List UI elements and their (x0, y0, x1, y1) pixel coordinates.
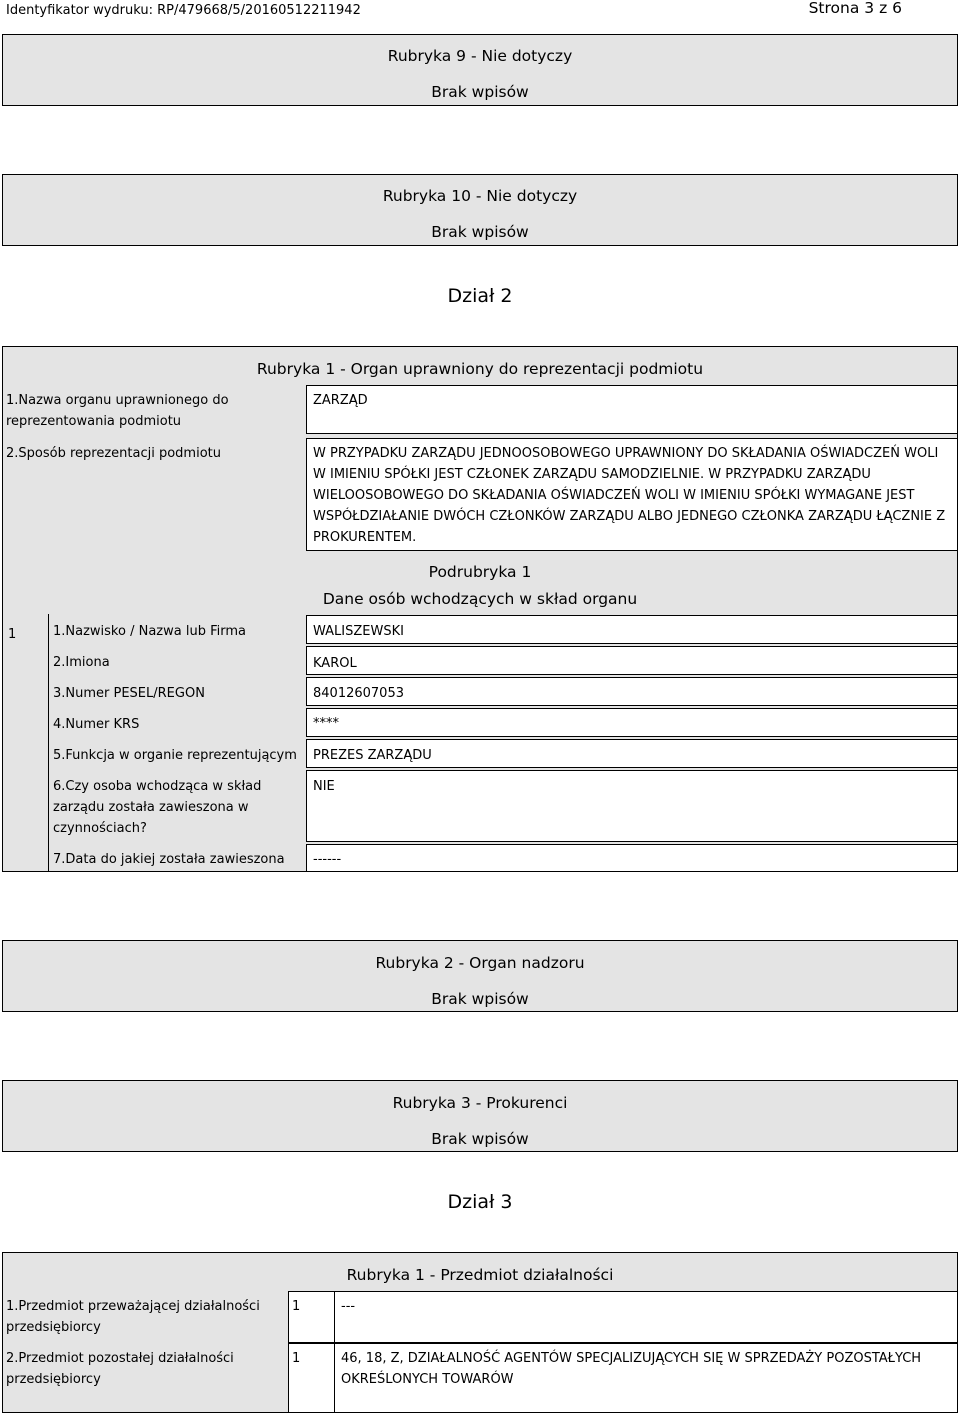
rubryka-10-empty: Brak wpisów (431, 223, 529, 241)
podrubryka-title: Podrubryka 1 (428, 563, 532, 581)
person-function-label: 5.Funkcja w organie reprezentującym (53, 748, 297, 763)
person-suspended-value: NIE (313, 779, 335, 794)
person-suspended-box (306, 770, 958, 842)
field-value-organ-name: ZARZĄD (313, 393, 368, 408)
rubryka-1-title: Rubryka 1 - Organ uprawniony do reprezentacji podmiotu (256, 360, 704, 378)
person-krs-label: 4.Numer KRS (53, 717, 140, 732)
person-names-box (306, 646, 958, 675)
main-activity-number: 1 (292, 1299, 301, 1314)
other-activity-label: 2.Przedmiot pozostałej działalności przedsiębiorcy (6, 1351, 234, 1387)
rubryka-2-title: Rubryka 2 - Organ nadzoru (375, 954, 585, 972)
rubryka-2-box (2, 940, 958, 1012)
main-activity-value: --- (341, 1299, 356, 1314)
rubryka-3-title: Rubryka 3 - Prokurenci (392, 1094, 568, 1112)
page-number: Strona 3 z 6 (808, 0, 902, 17)
rubryka-10-title: Rubryka 10 - Nie dotyczy (382, 187, 578, 205)
dzial-2-title: Dział 2 (447, 285, 513, 307)
person-suspended-label: 6.Czy osoba wchodząca w skład zarządu została zawieszona w czynnościach? (53, 779, 262, 836)
person-suspension-date-label: 7.Data do jakiej została zawieszona (53, 852, 285, 867)
rubryka-10-box (2, 174, 958, 246)
other-activity-number: 1 (292, 1351, 301, 1366)
entry-number: 1 (8, 627, 17, 642)
person-surname-label: 1.Nazwisko / Nazwa lub Firma (53, 624, 246, 639)
rubryka-9-box (2, 34, 958, 106)
person-function-value: PREZES ZARZĄDU (313, 748, 432, 763)
dzial-3-title: Dział 3 (447, 1191, 513, 1213)
person-surname-value: WALISZEWSKI (313, 624, 404, 639)
main-activity-label: 1.Przedmiot przeważającej działalności przedsiębiorcy (6, 1299, 260, 1335)
field-value-representation: W PRZYPADKU ZARZĄDU JEDNOOSOBOWEGO UPRAWNIONY DO SKŁADANIA OŚWIADCZEŃ WOLI W IMIENIU SPÓŁKI JEST CZŁONEK ZARZĄDU SAMODZIELNIE. W PRZYPADKU ZARZĄDU WIELOOSOBOWEGO DO SKŁADANIA OŚWIADCZEŃ WOLI W IMIENIU SPÓŁKI WYMAGANE JEST WSPÓŁDZIAŁANIE DWÓCH CZŁONKÓW ZARZĄDU ALBO JEDNEGO CZŁONKA ZARZĄDU ŁĄCZNIE Z PROKURENTEM. (313, 446, 946, 545)
entry-divider (48, 614, 49, 872)
person-pesel-value: 84012607053 (313, 686, 404, 701)
rubryka-3-empty: Brak wpisów (431, 1130, 529, 1148)
rubryka-9-title: Rubryka 9 - Nie dotyczy (387, 47, 573, 65)
person-suspension-date-value: ------ (313, 852, 342, 867)
print-identifier: Identyfikator wydruku: RP/479668/5/20160512211942 (6, 3, 361, 18)
main-activity-box (288, 1291, 958, 1343)
person-krs-box (306, 708, 958, 737)
field-label-representation: 2.Sposób reprezentacji podmiotu (6, 446, 221, 461)
person-krs-value: **** (313, 716, 339, 731)
field-label-organ-name: 1.Nazwa organu uprawnionego do reprezentowania podmiotu (6, 393, 229, 429)
person-pesel-label: 3.Numer PESEL/REGON (53, 686, 205, 701)
main-activity-divider (334, 1291, 335, 1343)
other-activity-divider (334, 1343, 335, 1413)
person-names-label: 2.Imiona (53, 655, 110, 670)
podrubryka-subtitle: Dane osób wchodzących w skład organu (322, 590, 638, 608)
person-names-value: KAROL (313, 656, 357, 671)
rubryka-2-empty: Brak wpisów (431, 990, 529, 1008)
rubryka-3-box (2, 1080, 958, 1152)
person-suspension-date-box (306, 844, 958, 872)
dzial-3-rubryka-1-title: Rubryka 1 - Przedmiot działalności (346, 1266, 614, 1284)
rubryka-9-empty: Brak wpisów (431, 83, 529, 101)
other-activity-value: 46, 18, Z, DZIAŁALNOŚĆ AGENTÓW SPECJALIZUJĄCYCH SIĘ W SPRZEDAŻY POZOSTAŁYCH OKREŚLONYCH TOWARÓW (341, 1351, 922, 1387)
field-value-box-organ-name (306, 385, 958, 434)
